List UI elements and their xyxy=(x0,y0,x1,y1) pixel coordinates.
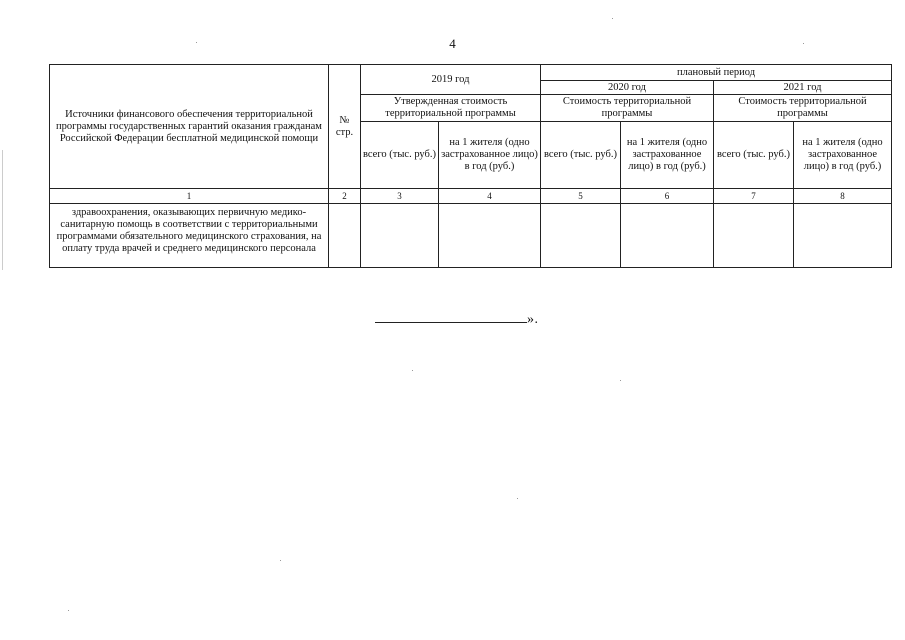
header-cost-2021: Стоимость территориальной программы xyxy=(714,95,892,122)
header-planned-period: плановый период xyxy=(541,65,892,81)
header-per-capita-2021: на 1 жителя (одно застрахованное лицо) в год (руб.) xyxy=(794,122,892,189)
header-sources: Источники финансового обеспечения территориальной программы государственных гарантий оказания гражданам Российской Федерации бесплатной медицинской помощи xyxy=(50,65,329,189)
column-number: 3 xyxy=(361,189,439,204)
header-year-2021: 2021 год xyxy=(714,81,892,95)
header-year-2019: 2019 год xyxy=(361,65,541,95)
column-number: 2 xyxy=(329,189,361,204)
closing-mark-line xyxy=(375,310,539,328)
header-total-2019: всего (тыс. руб.) xyxy=(361,122,439,189)
empty-cell xyxy=(621,204,714,268)
column-number: 7 xyxy=(714,189,794,204)
scan-margin-mark xyxy=(2,150,3,270)
empty-cell xyxy=(794,204,892,268)
page-number: 4 xyxy=(449,36,456,51)
scan-speck xyxy=(620,380,621,381)
header-year-2020: 2020 год xyxy=(541,81,714,95)
column-number: 4 xyxy=(439,189,541,204)
empty-cell xyxy=(439,204,541,268)
financing-table xyxy=(49,64,892,268)
financing-table-container xyxy=(49,64,891,268)
column-number: 8 xyxy=(794,189,892,204)
column-number-row xyxy=(50,189,892,204)
scan-speck xyxy=(803,43,804,44)
empty-cell xyxy=(329,204,361,268)
header-per-capita-2020: на 1 жителя (одно застрахованное лицо) в год (руб.) xyxy=(621,122,714,189)
header-approved-cost: Утвержденная стоимость территориальной программы xyxy=(361,95,541,122)
closing-underline xyxy=(375,310,527,323)
column-number: 5 xyxy=(541,189,621,204)
column-number: 6 xyxy=(621,189,714,204)
header-total-2021: всего (тыс. руб.) xyxy=(714,122,794,189)
scan-speck xyxy=(612,18,613,19)
header-cost-2020: Стоимость территориальной программы xyxy=(541,95,714,122)
header-total-2020: всего (тыс. руб.) xyxy=(541,122,621,189)
scan-speck xyxy=(280,560,281,561)
empty-cell xyxy=(361,204,439,268)
row-continuation-text: здравоохранения, оказывающих первичную медико-санитарную помощь в соответствии с территориальными программами обязательного медицинского страхования, на оплату труда врачей и среднего медицинского персонала xyxy=(50,204,329,268)
column-number: 1 xyxy=(50,189,329,204)
scan-speck xyxy=(412,370,413,371)
table-row xyxy=(50,204,892,268)
empty-cell xyxy=(714,204,794,268)
header-per-capita-2019: на 1 жителя (одно застрахованное лицо) в год (руб.) xyxy=(439,122,541,189)
scan-speck xyxy=(196,42,197,43)
header-row-no: № стр. xyxy=(329,65,361,189)
empty-cell xyxy=(541,204,621,268)
scan-speck xyxy=(517,498,518,499)
closing-quote: ». xyxy=(527,312,539,327)
scan-speck xyxy=(68,610,69,611)
